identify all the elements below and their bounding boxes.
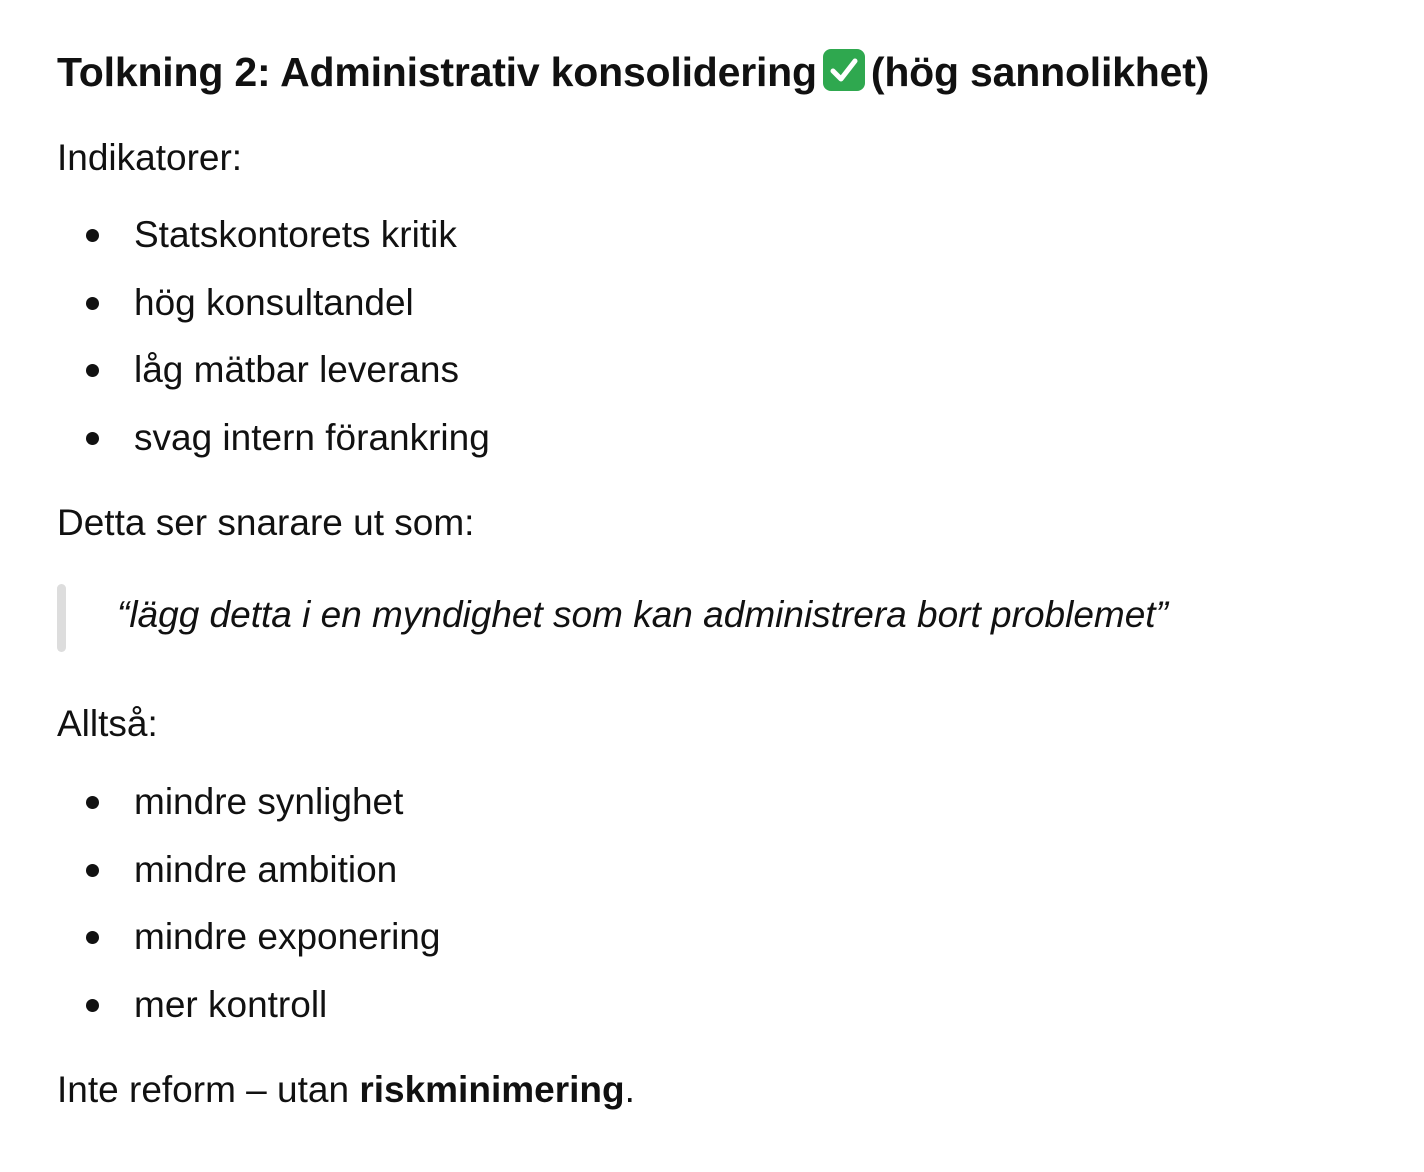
conclusion-text: Inte reform – utan xyxy=(57,1069,360,1110)
blockquote xyxy=(57,584,1357,652)
heading-suffix: (hög sannolikhet) xyxy=(870,49,1210,95)
list-item-text: låg mätbar leverans xyxy=(134,349,459,390)
quote-text: “lägg detta i en myndighet som kan administrera bort problemet” xyxy=(117,594,1168,635)
list-item-text: Statskontorets kritik xyxy=(134,214,457,255)
bullet-icon xyxy=(86,864,99,877)
list-item-text: mindre exponering xyxy=(134,916,441,957)
bullet-icon xyxy=(86,796,99,809)
list-item-text: mindre synlighet xyxy=(134,781,404,822)
conclusion-end: . xyxy=(624,1069,635,1110)
consequences-label: Alltså: xyxy=(57,703,158,744)
list-item-text: mer kontroll xyxy=(134,983,328,1025)
heading-prefix: Tolkning 2: Administrativ konsolidering xyxy=(57,49,817,95)
list-item-text: svag intern förankring xyxy=(134,416,490,458)
section-heading xyxy=(57,44,1209,100)
list-item-text: mindre ambition xyxy=(134,848,398,890)
bullet-icon xyxy=(86,931,99,944)
lead-paragraph: Detta ser snarare ut som: xyxy=(57,502,475,543)
conclusion-emphasis: riskminimering xyxy=(359,1069,625,1110)
indicators-label: Indikatorer: xyxy=(57,137,243,178)
check-mark-button-icon xyxy=(823,49,865,91)
bullet-icon xyxy=(86,297,99,310)
bullet-icon xyxy=(86,229,99,242)
list-item-text: hög konsultandel xyxy=(134,281,414,323)
bullet-icon xyxy=(86,364,99,377)
bullet-icon xyxy=(86,999,99,1012)
bullet-icon xyxy=(86,432,99,445)
quote-bar xyxy=(57,584,66,652)
conclusion-paragraph xyxy=(57,1065,635,1115)
